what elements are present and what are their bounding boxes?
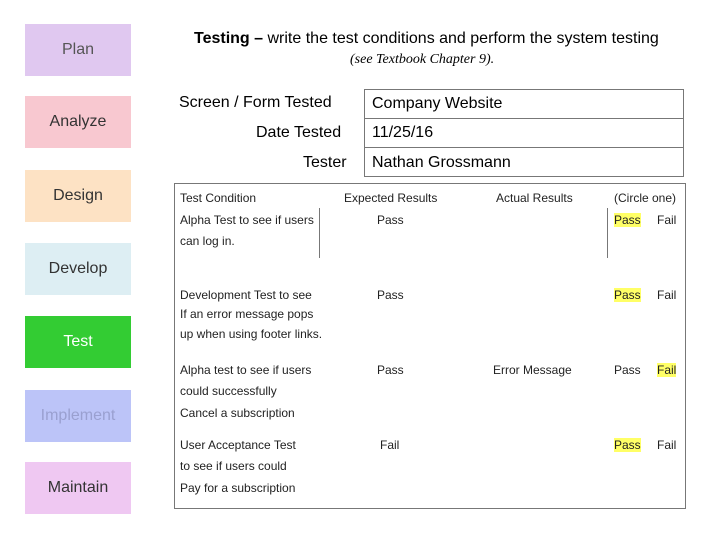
row2-fail: Fail (657, 288, 677, 302)
date-label: Date Tested (256, 124, 342, 141)
row1-expected: Pass (377, 213, 404, 227)
row1-divider (319, 208, 320, 258)
phase-plan: Plan (25, 24, 131, 76)
row3-condition-line1: Alpha test to see if users (180, 363, 312, 377)
row2-expected: Pass (377, 288, 404, 302)
row4-fail: Fail (657, 438, 677, 452)
row3-condition-line3: Cancel a subscription (180, 406, 295, 420)
screen-value: Company Website (372, 95, 503, 112)
phase-design: Design (25, 170, 131, 222)
date-value: 11/25/16 (372, 124, 434, 141)
header-circle: (Circle one) (614, 191, 677, 205)
row2-condition-line2: If an error message pops (180, 307, 314, 321)
row3-expected: Pass (377, 363, 404, 377)
row3-actual: Error Message (493, 363, 572, 377)
phase-develop: Develop (25, 243, 131, 295)
row4-expected: Fail (380, 438, 400, 452)
header-expected: Expected Results (344, 191, 438, 205)
row1-divider-right (607, 208, 608, 258)
row4-condition-line1: User Acceptance Test (180, 438, 296, 452)
row2-pass: Pass (614, 288, 641, 302)
tester-value: Nathan Grossmann (372, 154, 511, 171)
phase-implement: Implement (25, 390, 131, 442)
row3-condition-line2: could successfully (180, 384, 277, 398)
row4-pass: Pass (614, 438, 641, 452)
row2-condition-line3: up when using footer links. (180, 327, 323, 341)
title-bold: Testing – (194, 30, 264, 47)
screen-label: Screen / Form Tested (179, 94, 332, 111)
page-subtitle: (see Textbook Chapter 9). (350, 52, 495, 67)
row1-condition-line1: Alpha Test to see if users (180, 213, 314, 227)
row3-fail: Fail (657, 363, 677, 377)
phase-analyze: Analyze (25, 96, 131, 148)
row3-pass: Pass (614, 363, 641, 377)
row1-pass: Pass (614, 213, 641, 227)
tester-label: Tester (303, 154, 347, 171)
row2-condition-line1: Development Test to see (180, 288, 312, 302)
title-rest: write the test conditions and perform the system testing (263, 30, 659, 47)
phase-test: Test (25, 316, 131, 368)
row4-condition-line3: Pay for a subscription (180, 481, 296, 495)
page-title (194, 30, 659, 48)
header-condition: Test Condition (180, 191, 257, 205)
header-actual: Actual Results (496, 191, 573, 205)
phase-maintain: Maintain (25, 462, 131, 514)
row4-condition-line2: to see if users could (180, 459, 287, 473)
row1-fail: Fail (657, 213, 677, 227)
row1-condition-line2: can log in. (180, 234, 235, 248)
